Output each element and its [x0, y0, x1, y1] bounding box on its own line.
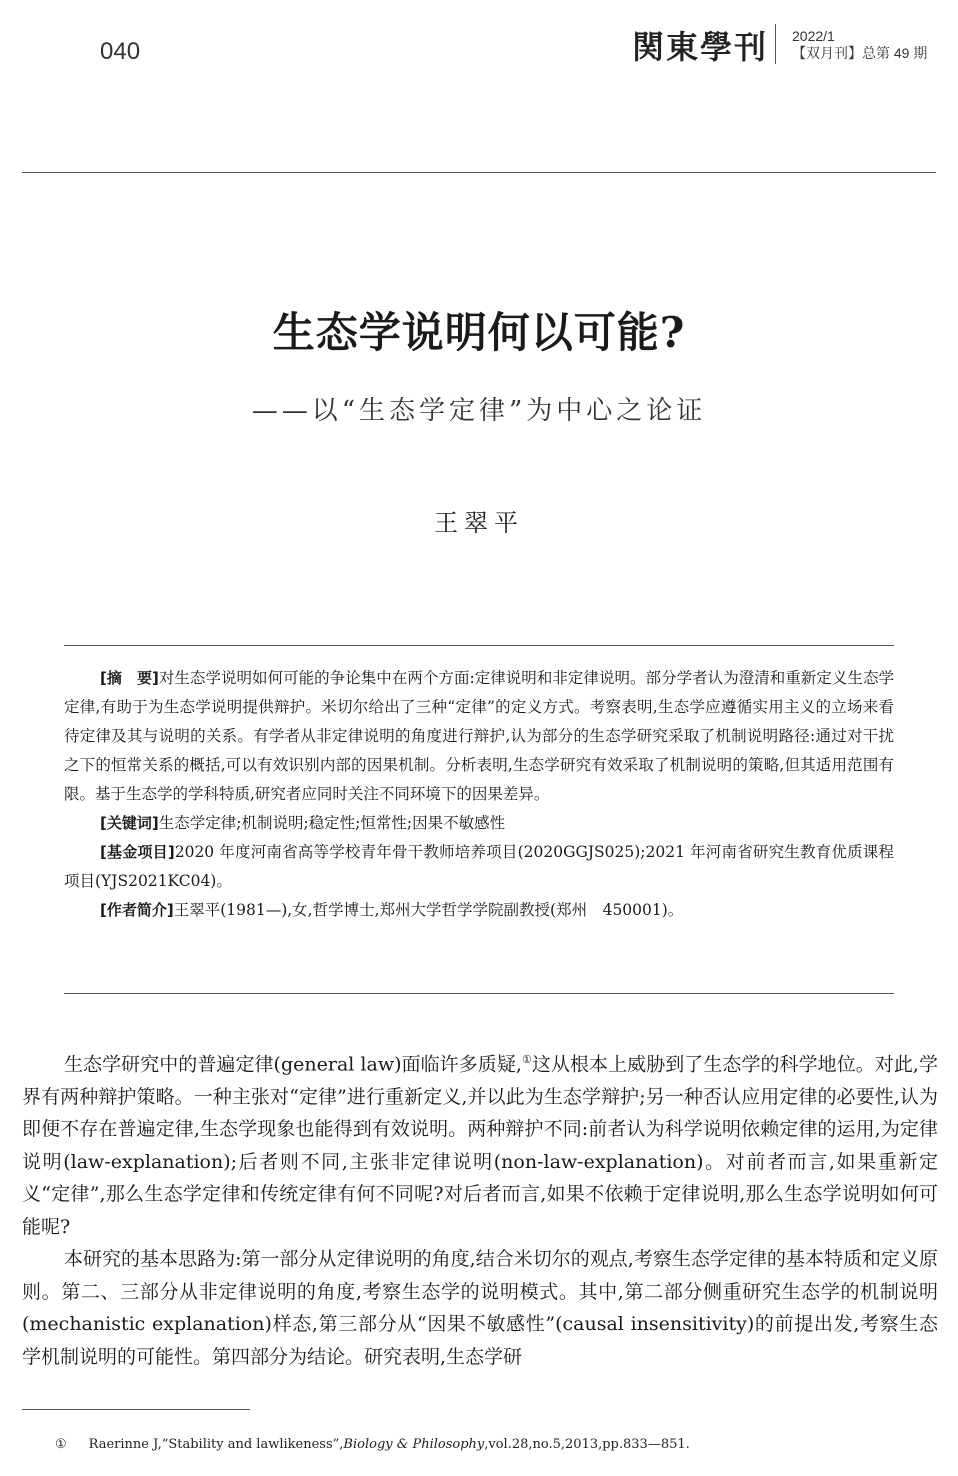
- body-p1-start: 生态学研究中的普遍定律(general law)面临许多质疑,: [64, 1053, 522, 1076]
- journal-logo: 関東學刊: [632, 28, 769, 66]
- author-bio-text: 王翠平(1981—),女,哲学博士,郑州大学哲学学院副教授(郑州 450001)。: [173, 901, 684, 919]
- author-bio: [64, 896, 894, 925]
- article-title: 生态学说明何以可能?: [272, 308, 686, 357]
- funding: [64, 838, 894, 896]
- body-text: [22, 1044, 938, 1373]
- keywords-text: 生态学定律;机制说明;稳定性;恒常性;因果不敏感性: [158, 814, 506, 832]
- funding-text: 2020 年度河南省高等学校青年骨干教师培养项目(2020GGJS025);2021 年河南省研究生教育优质课程项目(YJS2021KC04)。: [64, 843, 894, 890]
- footnote-text-a: Raerinne J,“Stability and lawlikeness”,: [88, 1437, 344, 1452]
- issue-year: 2022/1: [792, 28, 835, 44]
- abstract-text: 对生态学说明如何可能的争论集中在两个方面:定律说明和非定律说明。部分学者认为澄清和重新定义生态学定律,有助于为生态学说明提供辩护。米切尔给出了三种“定律”的定义方式。考察表明,生态学应遵循实用主义的立场来看待定律及其与说明的关系。有学者从非定律说明的角度进行辩护,认为部分的生态学研究采取了机制说明路径:通过对干扰之下的恒常关系的概括,可以有效识别内部的因果机制。分析表明,生态学研究有效采取了机制说明的策略,但其适用范围有限。基于生态学的学科特质,研究者应同时关注不同环境下的因果差异。: [64, 669, 894, 803]
- meta-top-rule: [64, 645, 894, 646]
- header-rule: [22, 172, 936, 173]
- author-bio-label: [作者简介]: [100, 901, 174, 919]
- footnote-rule: [22, 1409, 250, 1410]
- page-number: 040: [100, 38, 141, 65]
- keywords: [64, 809, 894, 838]
- meta-bottom-rule: [64, 993, 894, 994]
- footnote-ref[interactable]: ①: [521, 1053, 532, 1066]
- body-paragraph-1: [22, 1044, 938, 1243]
- footnote: [55, 1437, 935, 1452]
- body-paragraph-2: 本研究的基本思路为:第一部分从定律说明的角度,结合米切尔的观点,考察生态学定律的基本特质和定义原则。第二、三部分从非定律说明的角度,考察生态学的说明模式。其中,第二部分侧重研究生态学的机制说明(mechanistic explanation)样态,第三部分从“因果不敏感性”(causal insensitivity)的前提出发,考察生态学机制说明的可能性。第四部分为结论。研究表明,生态学研: [22, 1248, 938, 1368]
- abstract-label: [摘 要]: [100, 669, 159, 687]
- keywords-label: [关键词]: [100, 814, 159, 832]
- header-divider: [775, 24, 776, 64]
- article-subtitle: ——以“生态学定律”为中心之论证: [251, 396, 707, 426]
- article-author: 王翠平: [434, 509, 524, 537]
- abstract: [64, 664, 894, 809]
- footnote-text-b: ,vol.28,no.5,2013,pp.833—851.: [484, 1437, 690, 1452]
- article-meta: [64, 664, 894, 925]
- body-p1-end: 这从根本上威胁到了生态学的科学地位。对此,学界有两种辩护策略。一种主张对“定律”进行重新定义,并以此为生态学辩护;另一种否认应用定律的必要性,认为即便不存在普遍定律,生态学现象也能得到有效说明。两种辩护不同:前者认为科学说明依赖定律的运用,为定律说明(law-explanation);后者则不同,主张非定律说明(non-law-explanation)。对前者而言,如果重新定义“定律”,那么生态学定律和传统定律有何不同呢?对后者而言,如果不依赖于定律说明,那么生态学说明如何可能呢?: [22, 1053, 938, 1238]
- issue-detail: 【双月刊】总第 49 期: [792, 45, 928, 61]
- funding-label: [基金项目]: [100, 843, 175, 861]
- footnote-mark: ①: [55, 1437, 67, 1452]
- footnote-journal: Biology & Philosophy: [343, 1437, 485, 1452]
- issue-info: [792, 28, 927, 62]
